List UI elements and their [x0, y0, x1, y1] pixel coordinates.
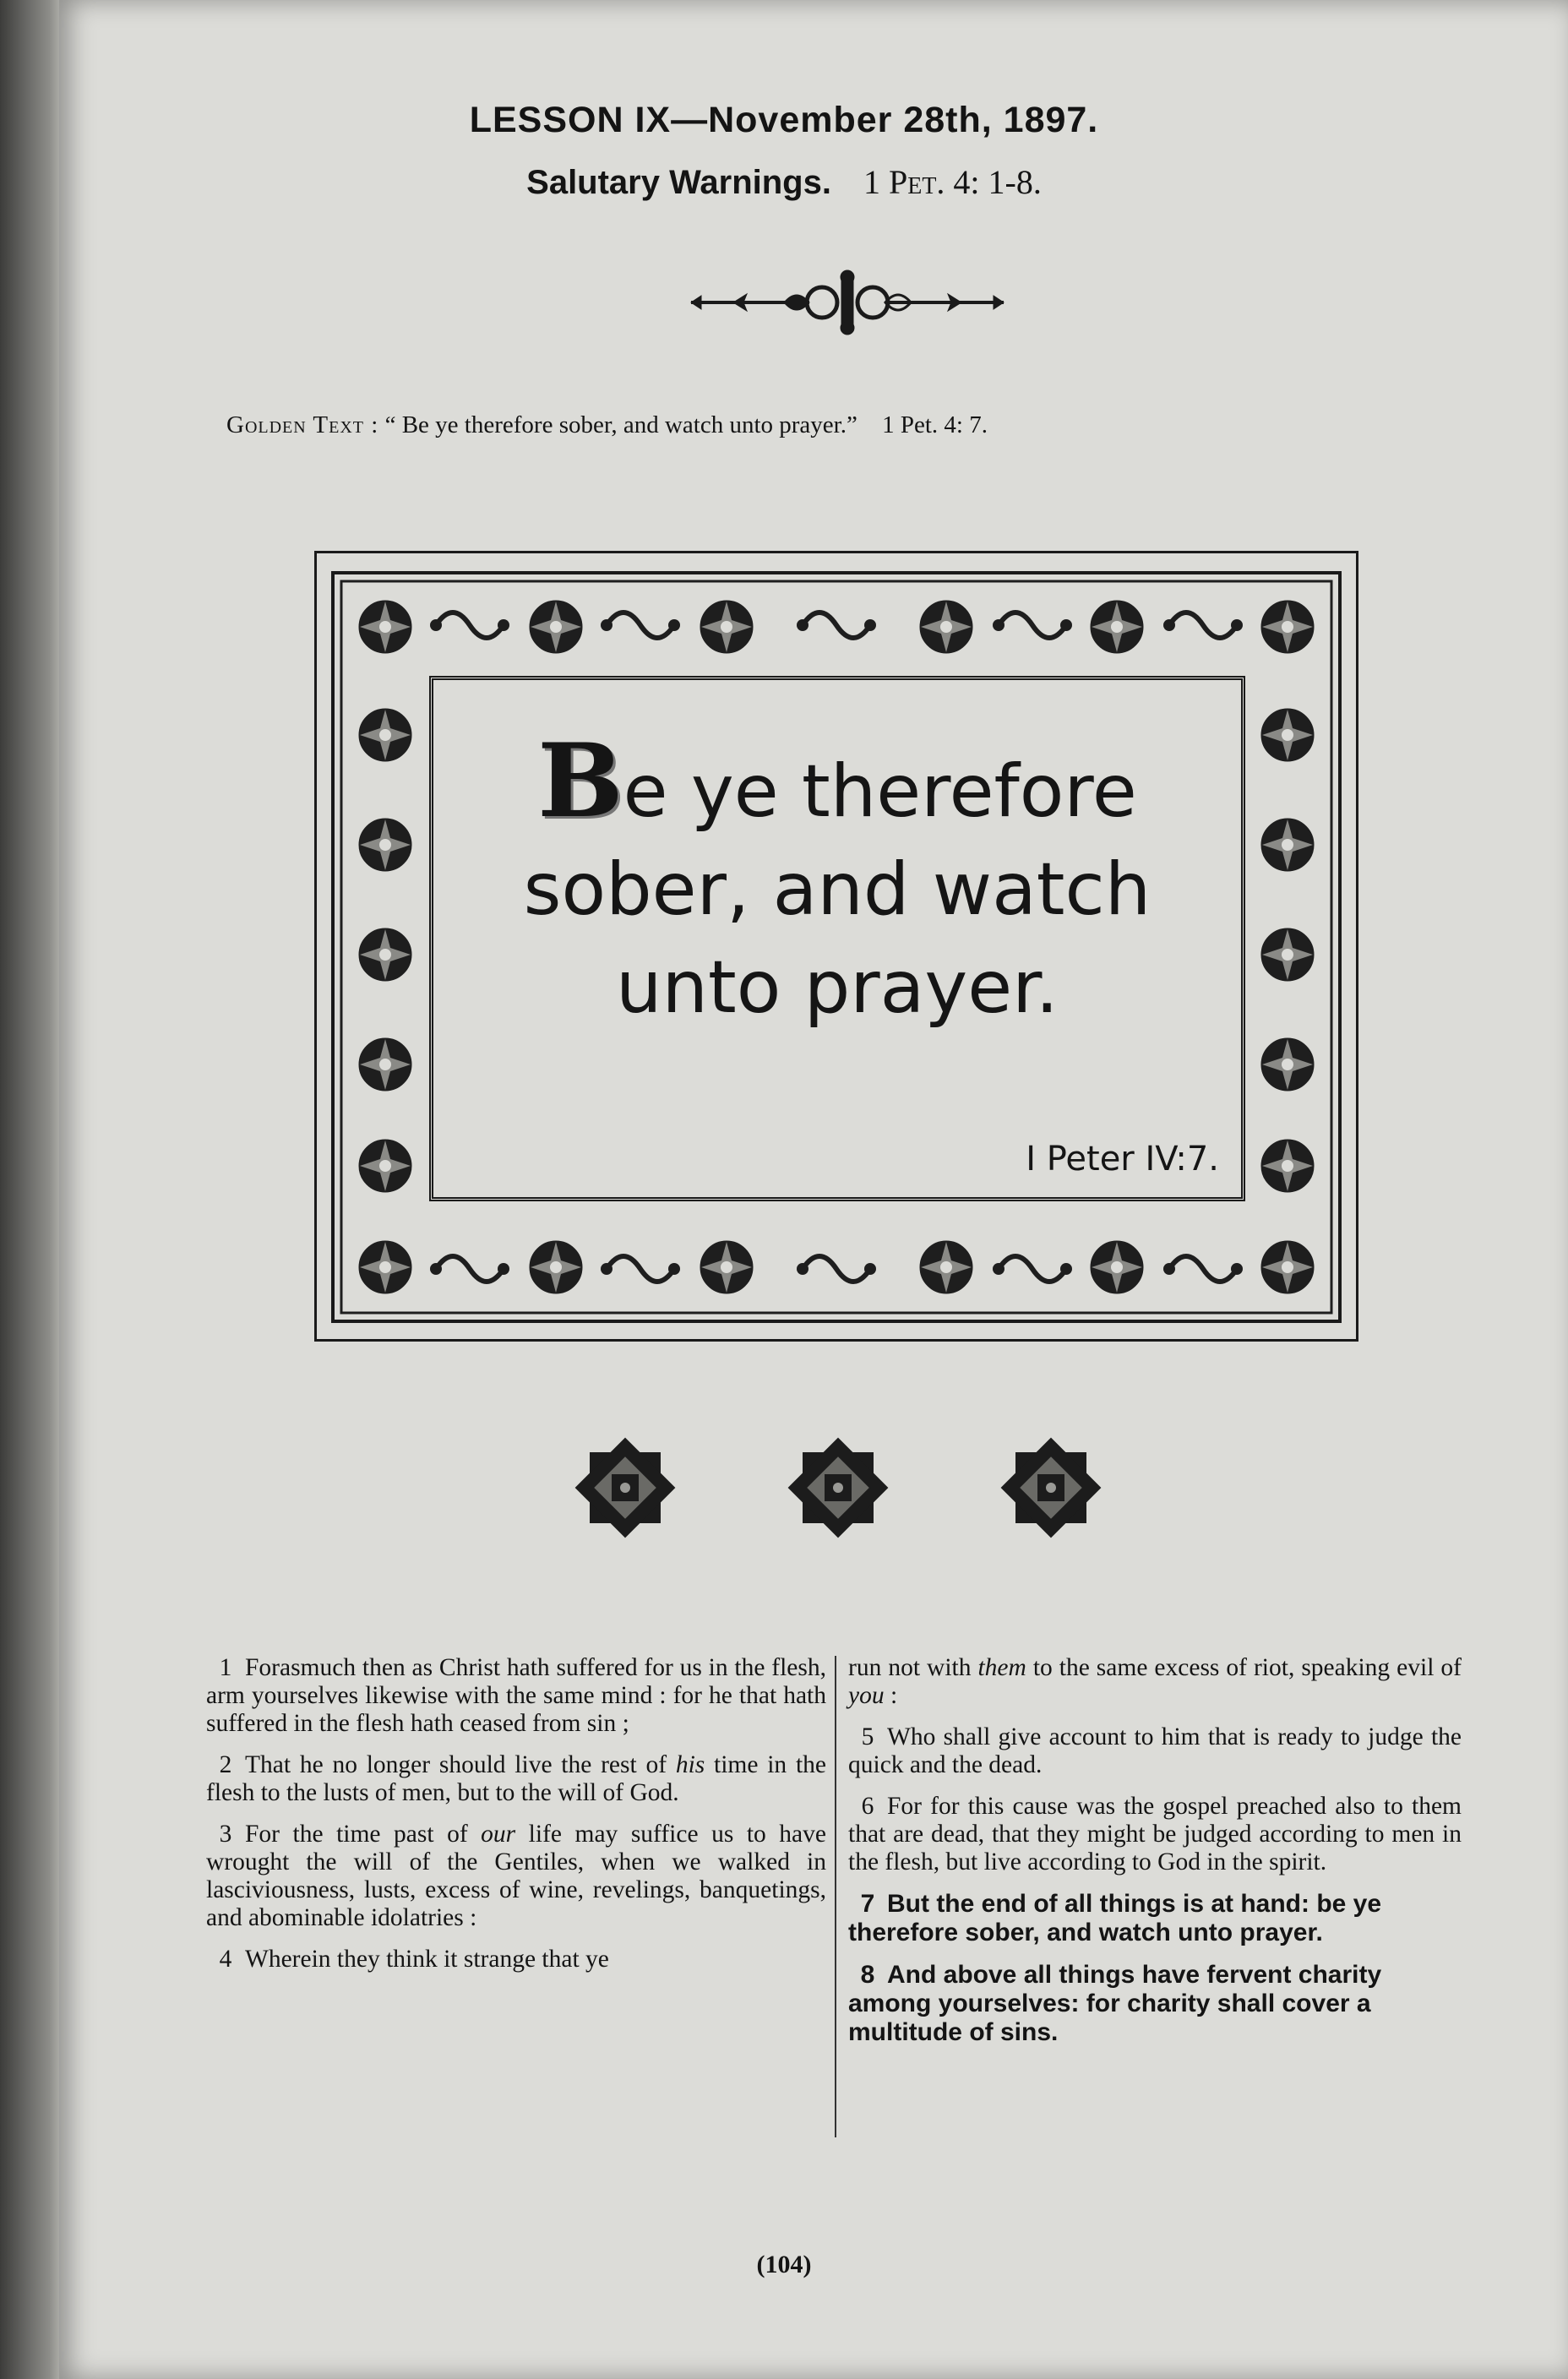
verse-text: And above all things have fervent charity among yourselves: for charity shall cover a multitude of sins. [848, 1961, 1382, 2046]
scripture-column-left [206, 1654, 826, 1987]
golden-text-label: Golden Text : [226, 411, 379, 438]
page-number: (104) [756, 2251, 812, 2278]
verse-text: For for this cause was the gospel preached also to them that are dead, that they might be judged according to men in the flesh, but live according to God in the spirit. [848, 1793, 1462, 1875]
verse-number: 1 [219, 1654, 232, 1681]
lesson-subtitle-row [0, 162, 1568, 202]
verse-text: But the end of all things is at hand: be ye therefore sober, and watch unto prayer. [848, 1890, 1382, 1946]
motto-dropcap: B [537, 721, 623, 841]
golden-text-quote: “ Be ye therefore sober, and watch unto prayer.” [384, 411, 858, 438]
verse-number: 6 [861, 1793, 874, 1820]
flower-star-icon [788, 1438, 889, 1538]
verse-2 [206, 1751, 826, 1807]
verse-number: 5 [861, 1723, 874, 1750]
motto-reference: I Peter IV:7. [1026, 1140, 1219, 1179]
verse-text: life may suffice us to have wrought the will of the Gentiles, when we walked in lasciviousness, lusts, excess of wine, revelings, banquetings, and abominable idolatries : [206, 1821, 826, 1931]
verse-1 [206, 1654, 826, 1738]
column-divider [835, 1656, 836, 2137]
verse-6 [848, 1793, 1462, 1876]
verse-text: : [884, 1682, 898, 1709]
verse-text: run not with [848, 1654, 978, 1681]
motto-line-3: unto prayer. [616, 945, 1059, 1030]
flower-star-icon [575, 1438, 676, 1538]
verse-emphasis: his [675, 1751, 705, 1778]
verse-text: Who shall give account to him that is ready to judge the quick and the dead. [848, 1723, 1462, 1778]
verse-4 [206, 1946, 826, 1973]
verse-3 [206, 1821, 826, 1932]
flower-star-icon-row [558, 1424, 1132, 1551]
verse-card [429, 676, 1245, 1201]
verse-number: 8 [860, 1961, 875, 1989]
verse-7 [848, 1890, 1462, 1947]
verse-4-continued [848, 1654, 1462, 1710]
verse-number: 2 [219, 1751, 232, 1778]
verse-text: Wherein they think it strange that ye [245, 1946, 609, 1973]
verse-motto [433, 721, 1241, 1037]
motto-line-1-text: e ye therefore [623, 749, 1137, 834]
book-spine-shadow [0, 0, 66, 2379]
verse-text: Forasmuch then as Christ hath suffered for us in the flesh, arm yourselves likewise with the same mind : for he that hath suffered in the flesh hath ceased from sin ; [206, 1654, 826, 1737]
verse-emphasis: you [848, 1682, 885, 1709]
lesson-reference: 1 Pet. 4: 1-8. [863, 163, 1042, 201]
verse-text: That he no longer should live the rest of [245, 1751, 676, 1778]
verse-number: 3 [219, 1821, 232, 1848]
verse-text: to the same excess of riot, speaking evil of [1026, 1654, 1462, 1681]
lesson-subtitle: Salutary Warnings. [526, 164, 831, 201]
scripture-column-right [848, 1654, 1462, 2061]
verse-text: For the time past of [245, 1821, 482, 1848]
divider-flourish-icon [683, 269, 1012, 336]
verse-8 [848, 1961, 1462, 2047]
verse-text: time in the flesh to the lusts of men, but to the will of God. [206, 1751, 826, 1806]
verse-number: 7 [860, 1890, 875, 1918]
verse-emphasis: our [481, 1821, 516, 1848]
lesson-title: LESSON IX—November 28th, 1897. [469, 100, 1099, 140]
motto-line-2: sober, and watch [523, 847, 1152, 932]
verse-emphasis: them [977, 1654, 1026, 1681]
verse-5 [848, 1723, 1462, 1779]
verse-number: 4 [219, 1946, 232, 1973]
golden-text-reference: 1 Pet. 4: 7. [882, 411, 988, 438]
flower-star-icon [1001, 1438, 1102, 1538]
golden-text [226, 411, 988, 439]
motto-line-1 [433, 721, 1241, 841]
